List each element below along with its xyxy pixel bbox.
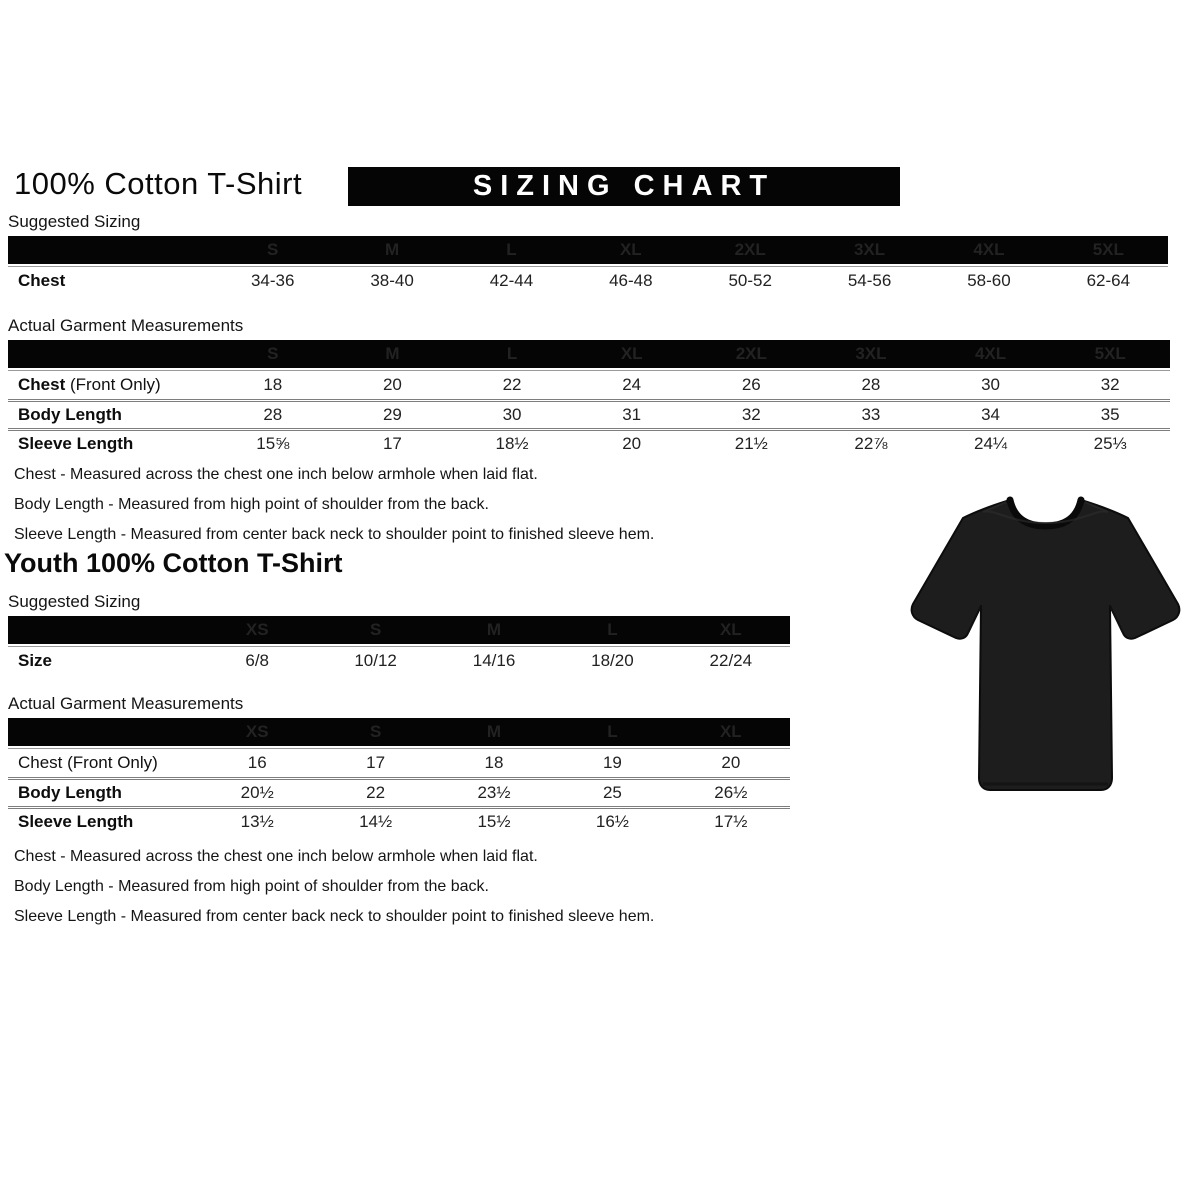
table-row-chest: [8, 748, 790, 777]
table-row-sleeve-length: [8, 428, 1170, 457]
adult-actual-measurements-table: [8, 340, 1170, 457]
cell: 19: [602, 753, 622, 772]
col-header: 3XL: [853, 240, 886, 259]
col-header: M: [486, 722, 502, 741]
youth-suggested-sizing-table: [8, 616, 790, 675]
cell: 58-60: [967, 271, 1011, 290]
youth-suggested-sizing-label: Suggested Sizing: [8, 592, 790, 617]
cell: 42-44: [489, 271, 534, 290]
cell: 18½: [495, 434, 529, 453]
youth-actual-measurements-label: Actual Garment Measurements: [8, 694, 790, 719]
cell: 13½: [240, 812, 274, 831]
adult-suggested-sizing-label: Suggested Sizing: [8, 212, 1168, 237]
cell: 22⅞: [854, 434, 888, 453]
cell: 34: [981, 405, 1001, 424]
cell: 14½: [359, 812, 393, 831]
cell: 50-52: [728, 271, 772, 290]
cell: 28: [263, 405, 283, 424]
col-header: S: [267, 240, 279, 259]
cell: 24: [622, 375, 642, 394]
col-header: XL: [620, 344, 643, 363]
table-row-body-length: [8, 399, 1170, 428]
row-label: Chest: [18, 375, 66, 394]
cell: 20: [721, 753, 741, 772]
row-label: Chest: [18, 271, 66, 290]
youth-section-title: Youth 100% Cotton T-Shirt: [4, 548, 343, 578]
col-header: XL: [619, 240, 642, 259]
cell: 24¼: [974, 434, 1008, 453]
col-header: 4XL: [974, 344, 1007, 363]
row-label: Size: [18, 651, 53, 670]
note-body-length: Body Length - Measured from high point of shoulder from the back.: [14, 878, 489, 895]
col-header: S: [267, 344, 279, 363]
col-header: M: [486, 620, 502, 639]
cell: 6/8: [245, 651, 270, 670]
tshirt-icon: [893, 478, 1198, 813]
adult-measurement-notes: [14, 460, 654, 550]
table-row: [8, 266, 1168, 295]
table-row-body-length: [8, 777, 790, 806]
adult-suggested-sizing-table: [8, 236, 1168, 295]
note-chest: Chest - Measured across the chest one inch below armhole when laid flat.: [14, 848, 538, 865]
col-header: L: [506, 240, 517, 259]
col-header: XL: [719, 722, 742, 741]
cell: 20: [622, 434, 642, 453]
youth-actual-measurements-table: [8, 718, 790, 835]
table-header-row: [8, 236, 1168, 264]
sizing-chart-banner: SIZING CHART: [348, 167, 900, 206]
cell: 30: [502, 405, 522, 424]
row-label: Body Length: [18, 405, 122, 424]
cell: 38-40: [370, 271, 414, 290]
col-header: L: [506, 344, 518, 363]
col-header: S: [369, 722, 382, 741]
col-header: 3XL: [855, 344, 887, 363]
col-header: XS: [245, 722, 269, 741]
cell: 31: [622, 405, 642, 424]
col-header: L: [607, 620, 618, 639]
adult-actual-measurements-label: Actual Garment Measurements: [8, 316, 1170, 341]
cell: 29: [382, 405, 402, 424]
cell: 26: [741, 375, 761, 394]
col-header: 2XL: [734, 240, 766, 259]
youth-measurement-notes: [14, 842, 654, 932]
cell: 15½: [477, 812, 511, 831]
row-label: Sleeve Length: [18, 812, 134, 831]
table-row-sleeve-length: [8, 806, 790, 835]
cell: 14/16: [472, 651, 516, 670]
cell: 54-56: [847, 271, 892, 290]
col-header: 4XL: [973, 240, 1005, 259]
note-body-length: Body Length - Measured from high point of shoulder from the back.: [14, 496, 489, 513]
col-header: 2XL: [735, 344, 767, 363]
cell: 18: [263, 375, 283, 394]
cell: 62-64: [1086, 271, 1131, 290]
note-sleeve-length: Sleeve Length - Measured from center back neck to shoulder point to finished sleeve hem.: [14, 526, 655, 543]
col-header: XL: [719, 620, 742, 639]
col-header: XS: [245, 620, 269, 639]
cell: 17½: [714, 812, 748, 831]
col-header: M: [385, 344, 400, 363]
cell: 10/12: [354, 651, 397, 670]
cell: 25: [602, 783, 622, 802]
cell: 22: [502, 375, 522, 394]
cell: 30: [981, 375, 1001, 394]
row-label: Sleeve Length: [18, 434, 134, 453]
row-label: Body Length: [18, 783, 122, 802]
cell: 20½: [240, 783, 274, 802]
cell: 17: [366, 753, 386, 772]
cell: 35: [1100, 405, 1120, 424]
cell: 18: [484, 753, 504, 772]
cell: 46-48: [609, 271, 653, 290]
col-header: 5XL: [1094, 344, 1126, 363]
cell: 25⅓: [1093, 434, 1127, 453]
page-title: 100% Cotton T-Shirt: [14, 166, 303, 201]
cell: 18/20: [591, 651, 634, 670]
cell: 22/24: [709, 651, 753, 670]
cell: 28: [861, 375, 881, 394]
table-row-size: [8, 646, 790, 675]
cell: 15⅝: [256, 434, 290, 453]
col-header: 5XL: [1092, 240, 1124, 259]
table-header-row: [8, 340, 1170, 368]
col-header: L: [607, 722, 618, 741]
note-sleeve-length: Sleeve Length - Measured from center back neck to shoulder point to finished sleeve hem.: [14, 908, 655, 925]
cell: 21½: [734, 434, 768, 453]
cell: 26½: [714, 783, 748, 802]
cell: 32: [1100, 375, 1120, 394]
cell: 33: [861, 405, 881, 424]
col-header: M: [384, 240, 400, 259]
table-row-chest: [8, 370, 1170, 399]
cell: 23½: [477, 783, 511, 802]
cell: 22: [366, 783, 386, 802]
cell: 16: [247, 753, 267, 772]
note-chest: Chest - Measured across the chest one inch below armhole when laid flat.: [14, 466, 538, 483]
cell: 20: [382, 375, 402, 394]
table-header-row: [8, 718, 790, 746]
table-header-row: [8, 616, 790, 644]
cell: 34-36: [250, 271, 295, 290]
col-header: S: [369, 620, 382, 639]
cell: 32: [741, 405, 761, 424]
cell: 17: [382, 434, 402, 453]
black-tshirt-image: [893, 478, 1198, 813]
row-label: Chest (Front Only): [18, 753, 158, 772]
row-label-suffix: (Front Only): [65, 375, 161, 394]
cell: 16½: [595, 812, 629, 831]
